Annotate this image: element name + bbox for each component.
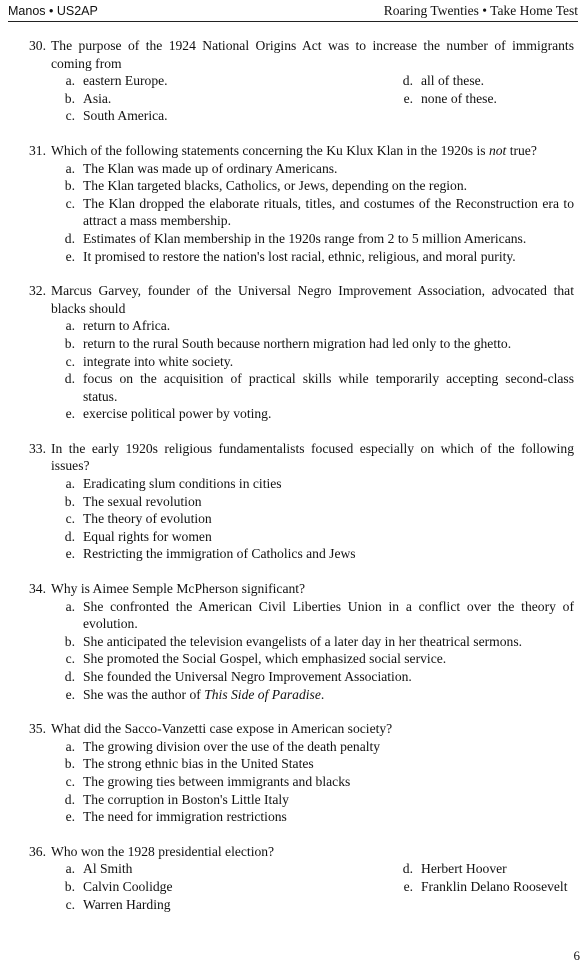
question-number: 35. [29, 721, 46, 737]
answer-options [51, 598, 574, 704]
question-36 [29, 843, 574, 913]
question-text: What did the Sacco-Vanzetti case expose in American society? [51, 721, 393, 737]
option-e: e. She was the author of This Side of Paradise. [65, 686, 325, 702]
question-number: 31. [29, 142, 46, 158]
answer-options [51, 860, 574, 913]
option-a: a. return to Africa. [65, 318, 171, 334]
answer-options [51, 160, 574, 266]
answer-options [51, 475, 574, 563]
question-35 [29, 720, 574, 826]
option-c: c. The Klan dropped the elaborate rituals, titles, and costumes of the Reconstruction era to attract a mass membership. [65, 195, 574, 229]
answer-options [51, 317, 574, 423]
header-course: Manos • US2AP [8, 4, 98, 18]
question-number: 30. [29, 38, 46, 53]
page-number: 6 [573, 948, 580, 963]
option-b: b. return to the rural South because northern migration had led only to the ghetto. [64, 335, 512, 351]
option-c: c. South America. [65, 108, 168, 124]
option-b: b. Asia. [64, 90, 112, 106]
option-b: b. Calvin Coolidge [64, 878, 173, 894]
option-e: e. Franklin Delano Roosevelt [403, 878, 568, 894]
option-d: d. all of these. [402, 73, 485, 89]
option-e: e. It promised to restore the nation's lost racial, ethnic, religious, and moral purity. [65, 248, 516, 264]
option-d: d. focus on the acquisition of practical skills while temporarily accepting second-class status. [64, 371, 574, 404]
question-text: Which of the following statements concerning the Ku Klux Klan in the 1920s is not true? [51, 142, 537, 158]
option-c: c. The growing ties between immigrants and blacks [65, 773, 351, 789]
option-d: d. Herbert Hoover [402, 861, 507, 877]
option-e: e. exercise political power by voting. [65, 406, 272, 422]
option-a: a. eastern Europe. [65, 73, 168, 89]
option-c: c. integrate into white society. [65, 353, 234, 369]
option-d: d. Equal rights for women [64, 528, 212, 544]
option-c: c. Warren Harding [65, 896, 171, 912]
option-d: d. Estimates of Klan membership in the 1920s range from 2 to 5 million Americans. [64, 230, 527, 246]
question-text: Why is Aimee Semple McPherson significant? [51, 581, 306, 597]
question-33 [29, 440, 574, 563]
option-e: e. none of these. [403, 90, 497, 106]
question-32 [29, 282, 574, 423]
question-34 [29, 580, 574, 703]
header-title: Roaring Twenties • Take Home Test [383, 3, 578, 18]
option-b: b. She anticipated the television evangelists of a later day in her theatrical sermons. [64, 633, 523, 649]
option-d: d. She founded the Universal Negro Improvement Association. [64, 669, 412, 684]
option-a: a. Eradicating slum conditions in cities [65, 476, 282, 492]
option-b: b. The Klan targeted blacks, Catholics, or Jews, depending on the region. [64, 178, 468, 194]
option-a: a. The Klan was made up of ordinary Americans. [65, 160, 338, 176]
option-d: d. The corruption in Boston's Little Italy [64, 791, 289, 807]
question-number: 36. [29, 843, 46, 859]
option-e: e. Restricting the immigration of Catholics and Jews [65, 546, 356, 562]
option-a: a. She confronted the American Civil Liberties Union in a conflict over the theory of evolution. [65, 598, 574, 632]
option-b: b. The sexual revolution [64, 493, 202, 509]
question-text: Who won the 1928 presidential election? [51, 843, 275, 859]
option-b: b. The strong ethnic bias in the United States [64, 756, 314, 772]
answer-options [51, 738, 574, 826]
option-c: c. The theory of evolution [65, 511, 212, 527]
question-31 [29, 142, 574, 265]
option-c: c. She promoted the Social Gospel, which emphasized social service. [65, 651, 447, 667]
question-list [29, 37, 574, 930]
question-text: In the early 1920s religious fundamentalists focused especially on which of the following issues? [51, 440, 574, 474]
option-a: a. The growing division over the use of the death penalty [65, 738, 381, 754]
question-number: 32. [29, 283, 46, 299]
answer-options [51, 72, 574, 125]
question-number: 34. [29, 581, 46, 597]
header-rule [8, 21, 578, 22]
option-e: e. The need for immigration restrictions [65, 809, 287, 825]
question-30 [29, 37, 574, 125]
question-text: The purpose of the 1924 National Origins Act was to increase the number of immigrants coming from [51, 38, 574, 71]
question-number: 33. [29, 440, 46, 456]
option-a: a. Al Smith [65, 861, 133, 877]
page-header [8, 2, 578, 20]
question-text: Marcus Garvey, founder of the Universal Negro Improvement Association, advocated that blacks should [51, 283, 574, 316]
